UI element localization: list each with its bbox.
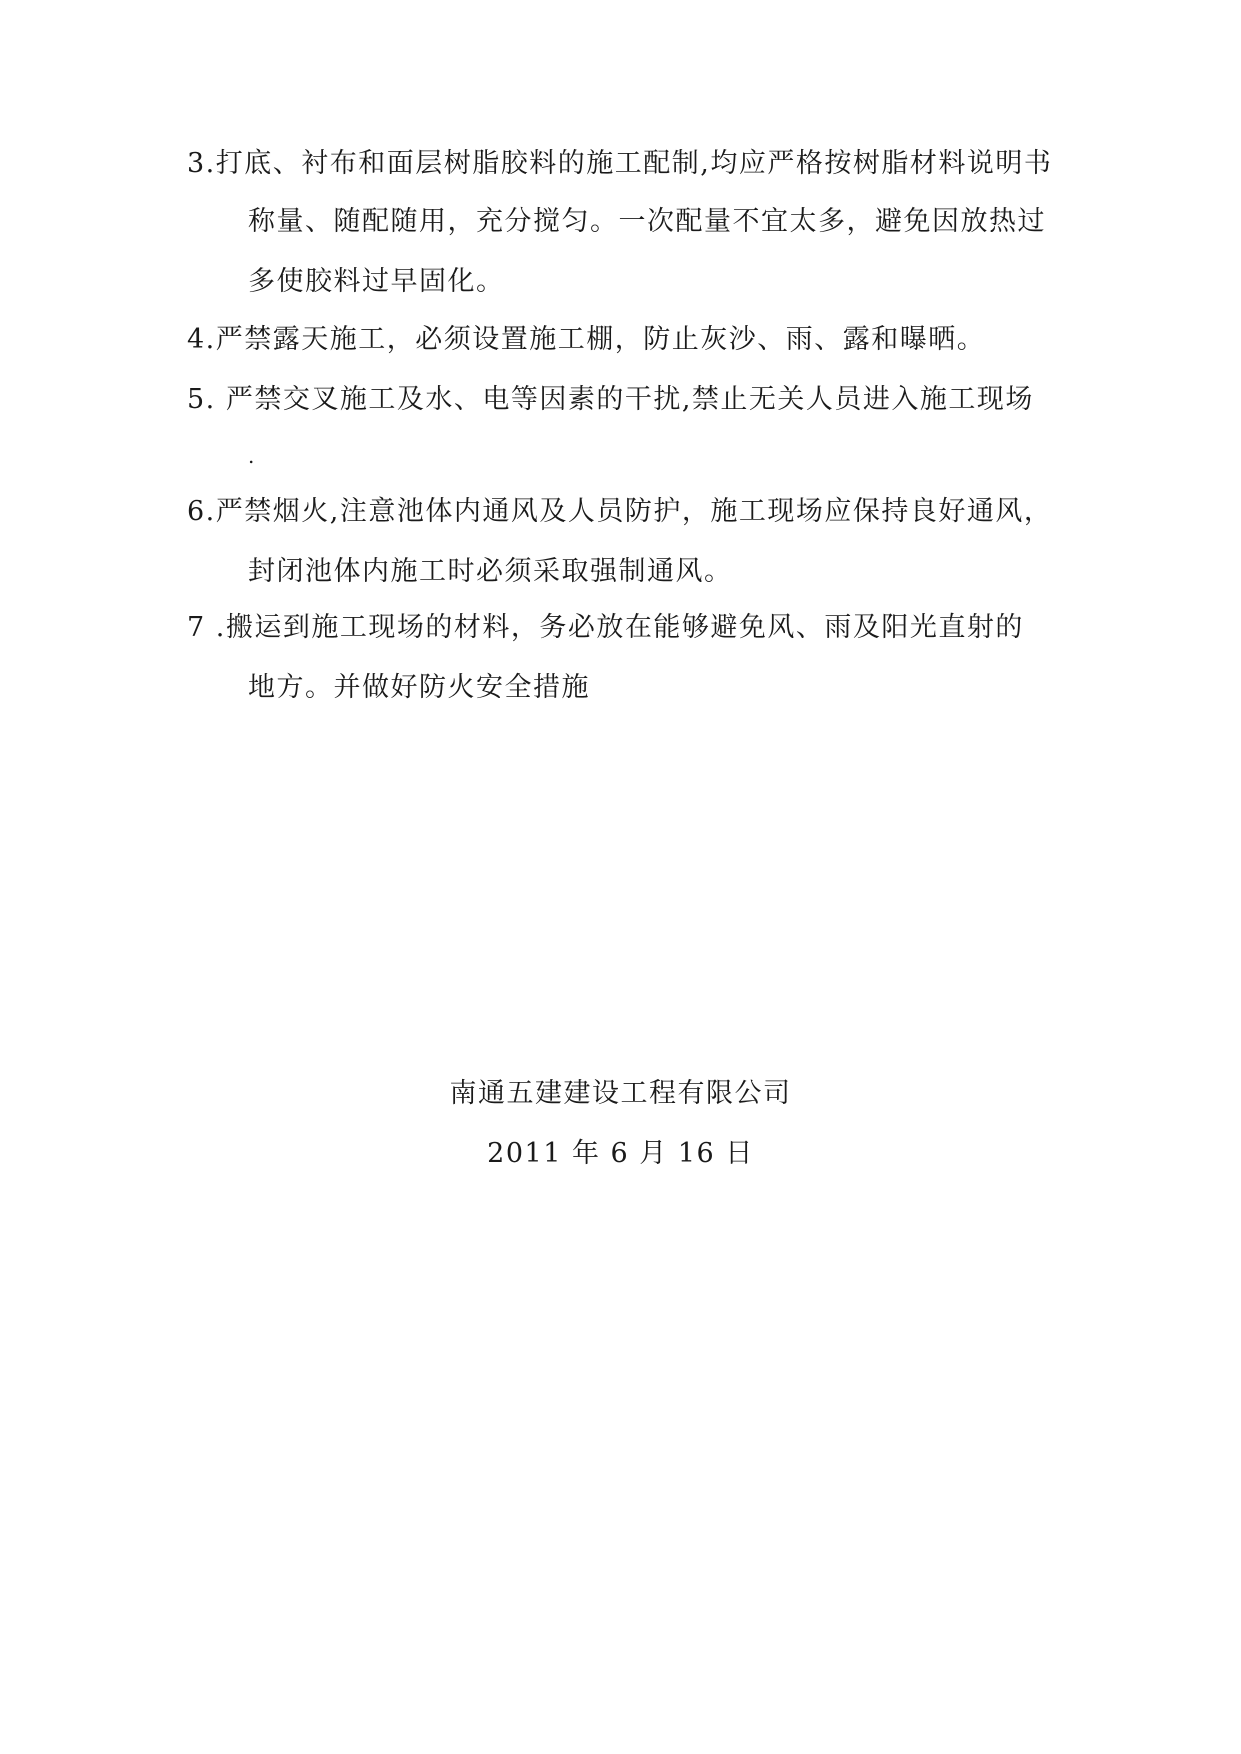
item-4-line-1: 4.严禁露天施工，必须设置施工棚，防止灰沙、雨、露和曝晒。	[187, 324, 986, 355]
item-7-line-2: 地方。并做好防火安全措施	[248, 672, 590, 703]
document-date: 2011 年 6 月 16 日	[487, 1138, 754, 1169]
item-3-line-1: 3.打底、衬布和面层树脂胶料的施工配制,均应严格按树脂材料说明书	[187, 148, 1053, 179]
item-5-line-2: .	[248, 444, 256, 468]
item-3-line-2: 称量、随配随用，充分搅匀。一次配量不宜太多，避免因放热过	[248, 206, 1046, 237]
item-6-line-1: 6.严禁烟火,注意池体内通风及人员防护，施工现场应保持良好通风，	[187, 496, 1053, 527]
company-name: 南通五建建设工程有限公司	[449, 1078, 792, 1109]
item-7-line-1: 7 .搬运到施工现场的材料，务必放在能够避免风、雨及阳光直射的	[187, 612, 1024, 643]
item-5-line-1: 5. 严禁交叉施工及水、电等因素的干扰,禁止无关人员进入施工现场	[187, 384, 1034, 415]
item-3-line-3: 多使胶料过早固化。	[248, 266, 505, 297]
item-6-line-2: 封闭池体内施工时必须采取强制通风。	[248, 556, 733, 587]
